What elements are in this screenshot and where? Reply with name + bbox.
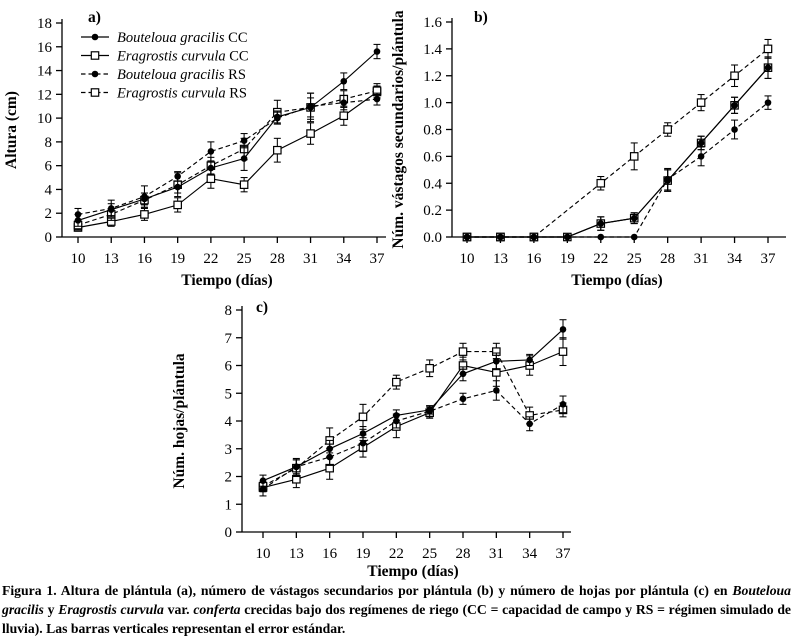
panel-a-height-chart	[0, 0, 395, 293]
open-square-marker	[91, 89, 98, 96]
filled-circle-marker	[526, 420, 533, 427]
x-tick-label: 22	[203, 251, 219, 267]
y-tick-label: 0.8	[423, 122, 442, 139]
filled-circle-marker	[241, 155, 248, 162]
filled-circle-marker	[374, 96, 381, 103]
x-tick-label: 10	[459, 251, 475, 267]
open-square-marker	[426, 365, 433, 372]
open-square-marker	[207, 175, 214, 182]
series-line	[263, 352, 563, 488]
legend-label: Bouteloua gracilis RS	[117, 67, 246, 83]
filled-circle-marker	[393, 412, 400, 419]
x-tick-label: 16	[526, 251, 542, 267]
filled-circle-marker	[260, 477, 267, 484]
filled-circle-marker	[493, 387, 500, 394]
filled-circle-marker	[765, 99, 772, 106]
open-square-marker	[274, 147, 281, 154]
caption-text: y	[43, 602, 59, 617]
x-tick-label: 28	[269, 251, 285, 267]
legend-label: Eragrostis curvula RS	[117, 85, 247, 102]
x-tick-label: 34	[336, 251, 352, 267]
filled-circle-marker	[426, 407, 433, 414]
y-tick-label: 2	[44, 206, 52, 223]
series-line	[78, 92, 377, 228]
panel-letter: a)	[88, 9, 101, 26]
x-tick-label: 16	[136, 251, 152, 267]
x-tick-label: 37	[369, 251, 385, 267]
x-tick-label: 19	[559, 251, 575, 267]
caption-text: crecidas bajo dos regímenes de riego (CC = capacidad de campo y RS = régimen simulado de lluvia). Las barras verticales representan el error estándar.	[2, 602, 792, 636]
x-tick-label: 13	[103, 251, 119, 267]
y-axis-title: Altura (cm)	[3, 91, 20, 169]
filled-circle-marker	[560, 326, 567, 333]
series-line	[78, 91, 377, 225]
y-tick-label: 5	[224, 386, 232, 403]
open-square-marker	[664, 126, 671, 133]
x-tick-label: 10	[70, 251, 86, 267]
series-line	[263, 391, 563, 490]
filled-circle-marker	[208, 148, 215, 155]
chart-b-svg	[390, 0, 794, 293]
filled-circle-marker	[560, 401, 567, 408]
filled-circle-marker	[731, 126, 738, 133]
filled-circle-marker	[340, 78, 347, 85]
filled-circle-marker	[174, 173, 181, 180]
filled-circle-marker	[208, 165, 215, 172]
y-tick-label: 18	[37, 16, 52, 32]
y-tick-label: 6	[44, 158, 52, 175]
y-tick-label: 1.4	[423, 41, 442, 58]
x-tick-label: 34	[522, 546, 538, 562]
caption-text: Figura 1. Altura de plántula (a), número de vástagos secundarios por plántula (b) y número de hojas por plántula (c) en	[2, 583, 733, 598]
filled-circle-marker	[293, 463, 300, 470]
filled-circle-marker	[564, 234, 571, 241]
open-square-marker	[597, 180, 604, 187]
chart-c-svg	[170, 293, 610, 588]
y-tick-label: 0	[44, 230, 52, 246]
x-tick-label: 31	[303, 251, 319, 267]
legend-label: Bouteloua gracilis CC	[117, 30, 248, 46]
x-tick-label: 28	[660, 251, 676, 267]
panel-letter: c)	[256, 299, 269, 316]
x-axis-title: Tiempo (días)	[571, 272, 663, 289]
x-axis-title: Tiempo (días)	[367, 563, 459, 580]
x-tick-label: 19	[355, 546, 371, 562]
x-tick-label: 13	[288, 546, 304, 562]
y-tick-label: 1	[224, 497, 232, 514]
filled-circle-marker	[731, 102, 738, 109]
series-line	[467, 68, 768, 237]
filled-circle-marker	[92, 34, 99, 41]
y-tick-label: 8	[44, 134, 52, 151]
series-line	[467, 49, 768, 237]
filled-circle-marker	[241, 137, 248, 144]
open-square-marker	[459, 348, 466, 355]
filled-circle-marker	[460, 371, 467, 378]
x-tick-label: 25	[236, 251, 252, 267]
filled-circle-marker	[497, 234, 504, 241]
open-square-marker	[307, 130, 314, 137]
caption-species-name: Eragrostis curvula	[58, 602, 164, 617]
open-square-marker	[91, 52, 98, 59]
y-axis-title: Núm. vástagos secundarios/plántula	[390, 10, 407, 249]
x-tick-label: 37	[555, 546, 571, 562]
filled-circle-marker	[631, 234, 638, 241]
filled-circle-marker	[631, 215, 638, 222]
x-tick-label: 37	[760, 251, 776, 267]
x-tick-label: 31	[693, 251, 709, 267]
x-tick-label: 34	[727, 251, 743, 267]
caption-species-name: Bouteloua gracilis	[2, 583, 791, 617]
filled-circle-marker	[460, 396, 467, 403]
x-tick-label: 19	[170, 251, 186, 267]
chart-a-svg	[0, 0, 395, 293]
open-square-marker	[764, 45, 771, 52]
y-tick-label: 12	[37, 87, 52, 104]
filled-circle-marker	[141, 196, 148, 203]
y-tick-label: 2	[224, 469, 232, 486]
filled-circle-marker	[174, 184, 181, 191]
filled-circle-marker	[765, 64, 772, 71]
filled-circle-marker	[664, 177, 671, 184]
y-tick-label: 0.6	[423, 149, 442, 166]
y-tick-label: 6	[224, 358, 232, 375]
x-tick-label: 22	[388, 546, 404, 562]
x-tick-label: 28	[455, 546, 471, 562]
y-tick-label: 3	[224, 441, 232, 458]
filled-circle-marker	[597, 220, 604, 227]
filled-circle-marker	[493, 358, 500, 365]
y-axis-title: Núm. hojas/plántula	[171, 353, 188, 489]
filled-circle-marker	[326, 445, 333, 452]
filled-circle-marker	[307, 104, 314, 111]
filled-circle-marker	[274, 114, 281, 121]
filled-circle-marker	[698, 140, 705, 147]
y-tick-label: 0.4	[423, 176, 442, 193]
y-tick-label: 7	[224, 330, 232, 347]
x-axis-title: Tiempo (días)	[181, 272, 273, 289]
filled-circle-marker	[531, 234, 538, 241]
open-square-marker	[731, 72, 738, 79]
y-tick-label: 0.2	[423, 203, 442, 220]
series-line	[78, 99, 377, 214]
y-tick-label: 1.6	[423, 15, 442, 31]
x-tick-label: 13	[492, 251, 508, 267]
series-line	[263, 352, 563, 487]
filled-circle-marker	[597, 234, 604, 241]
y-tick-label: 1.0	[423, 95, 442, 112]
panel-c-leaves-chart	[170, 293, 610, 588]
filled-circle-marker	[92, 71, 99, 78]
x-tick-label: 16	[322, 546, 338, 562]
x-tick-label: 25	[422, 546, 438, 562]
y-tick-label: 4	[44, 182, 52, 199]
figure-caption	[2, 581, 791, 638]
y-tick-label: 0	[224, 525, 232, 541]
y-tick-label: 14	[37, 63, 52, 80]
y-tick-label: 4	[224, 414, 232, 430]
y-tick-label: 16	[37, 39, 52, 56]
x-tick-label: 10	[255, 546, 271, 562]
filled-circle-marker	[374, 48, 381, 55]
open-square-marker	[174, 201, 181, 208]
legend-label: Eragrostis curvula CC	[117, 48, 249, 65]
filled-circle-marker	[108, 206, 115, 213]
x-tick-label: 25	[626, 251, 642, 267]
y-tick-label: 8	[224, 303, 232, 319]
open-square-marker	[141, 211, 148, 218]
filled-circle-marker	[360, 430, 367, 437]
caption-species-name: conferta	[193, 602, 241, 617]
open-square-marker	[559, 348, 566, 355]
open-square-marker	[697, 99, 704, 106]
filled-circle-marker	[75, 217, 82, 224]
caption-text: var.	[163, 602, 194, 617]
filled-circle-marker	[526, 357, 533, 364]
y-tick-label: 0.0	[423, 230, 442, 246]
panel-letter: b)	[474, 9, 488, 26]
open-square-marker	[359, 413, 366, 420]
x-tick-label: 22	[593, 251, 609, 267]
filled-circle-marker	[340, 99, 347, 106]
open-square-marker	[340, 112, 347, 119]
filled-circle-marker	[698, 153, 705, 160]
open-square-marker	[631, 153, 638, 160]
x-tick-label: 31	[488, 546, 504, 562]
y-tick-label: 1.2	[423, 68, 442, 85]
filled-circle-marker	[464, 234, 471, 241]
open-square-marker	[393, 378, 400, 385]
series-line	[467, 68, 768, 237]
y-tick-label: 10	[37, 111, 52, 128]
panel-b-shoots-chart	[390, 0, 794, 293]
open-square-marker	[240, 181, 247, 188]
